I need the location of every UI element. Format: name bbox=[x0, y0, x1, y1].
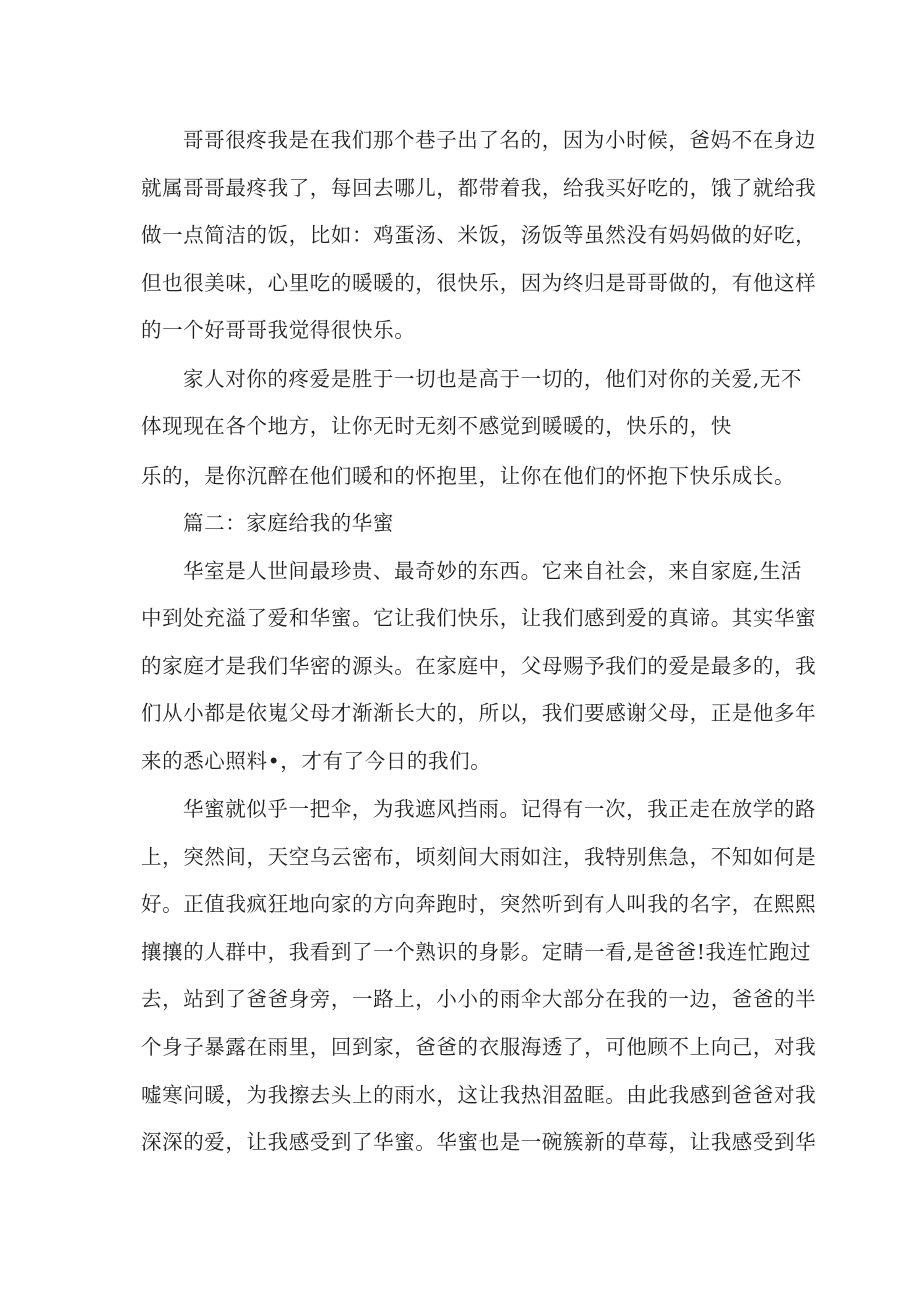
text-line: 来的悉心照料•，才有了今日的我们。 bbox=[141, 749, 492, 773]
text-line: 个身子暴露在雨里，回到家，爸爸的衣服海透了，可他顾不上向己，对我 bbox=[141, 1035, 817, 1059]
text-line: 做一点简洁的饭，比如：鸡蛋汤、米饭，汤饭等虽然没有妈妈做的好吃， bbox=[141, 223, 817, 247]
text-line: 乐的，是你沉醉在他们暖和的怀抱里，让你在他们的怀抱下快乐成长。 bbox=[141, 464, 796, 488]
text-line: 的家庭才是我们华密的源头。在家庭中，父母赐予我们的爱是最多的，我 bbox=[141, 654, 817, 678]
text-line: 华蜜就似乎一把伞，为我遮风挡雨。记得有一次，我正走在放学的路 bbox=[183, 797, 816, 821]
text-line: 就属哥哥最疼我了，每回去哪儿，都带着我，给我买好吃的，饿了就给我 bbox=[141, 176, 817, 200]
text-line: 但也很美味，心里吃的暖暖的，很快乐，因为终归是哥哥做的，有他这样 bbox=[141, 271, 817, 295]
text-line: 嘘寒问暖，为我擦去头上的雨水，这让我热泪盈眶。由此我感到爸爸对我 bbox=[141, 1083, 817, 1107]
text-line: 哥哥很疼我是在我们那个巷子出了名的，因为小时候，爸妈不在身边 bbox=[183, 128, 816, 152]
text-line: 体现现在各个地方，让你无时无刻不感觉到暖暖的，快乐的，快 bbox=[141, 414, 732, 438]
section-heading: 篇二：家庭给我的华蜜 bbox=[183, 511, 394, 535]
text-line: 们从小都是依嵬父母才渐渐长大的，所以，我们要感谢父母，正是他多年 bbox=[141, 701, 817, 725]
text-line: 家人对你的疼爱是胜于一切也是高于一切的，他们对你的关爱,无不 bbox=[183, 367, 803, 391]
text-line: 中到处充溢了爱和华蜜。它让我们快乐，让我们感到爱的真谛。其实华蜜 bbox=[141, 606, 817, 630]
text-line: 华室是人世间最珍贵、最奇妙的东西。它来自社会，来自家庭,生活 bbox=[183, 559, 803, 583]
text-line: 深深的爱，让我感受到了华蜜。华蜜也是一碗簇新的草莓，让我感受到华 bbox=[141, 1130, 817, 1154]
text-line: 攘攘的人群中，我看到了一个熟识的身影。定睛一看,是爸爸!我连忙跑过 bbox=[141, 940, 812, 964]
text-line: 好。正值我疯狂地向家的方向奔跑时，突然听到有人叫我的名字，在熙熙 bbox=[141, 892, 817, 916]
text-line: 的一个好哥哥我觉得很快乐。 bbox=[141, 318, 416, 342]
text-line: 上，突然间，天空乌云密布，顷刻间大雨如注，我特别焦急，不知如何是 bbox=[141, 845, 817, 869]
text-line: 去，站到了爸爸身旁，一路上，小小的雨伞大部分在我的一边，爸爸的半 bbox=[141, 987, 817, 1011]
